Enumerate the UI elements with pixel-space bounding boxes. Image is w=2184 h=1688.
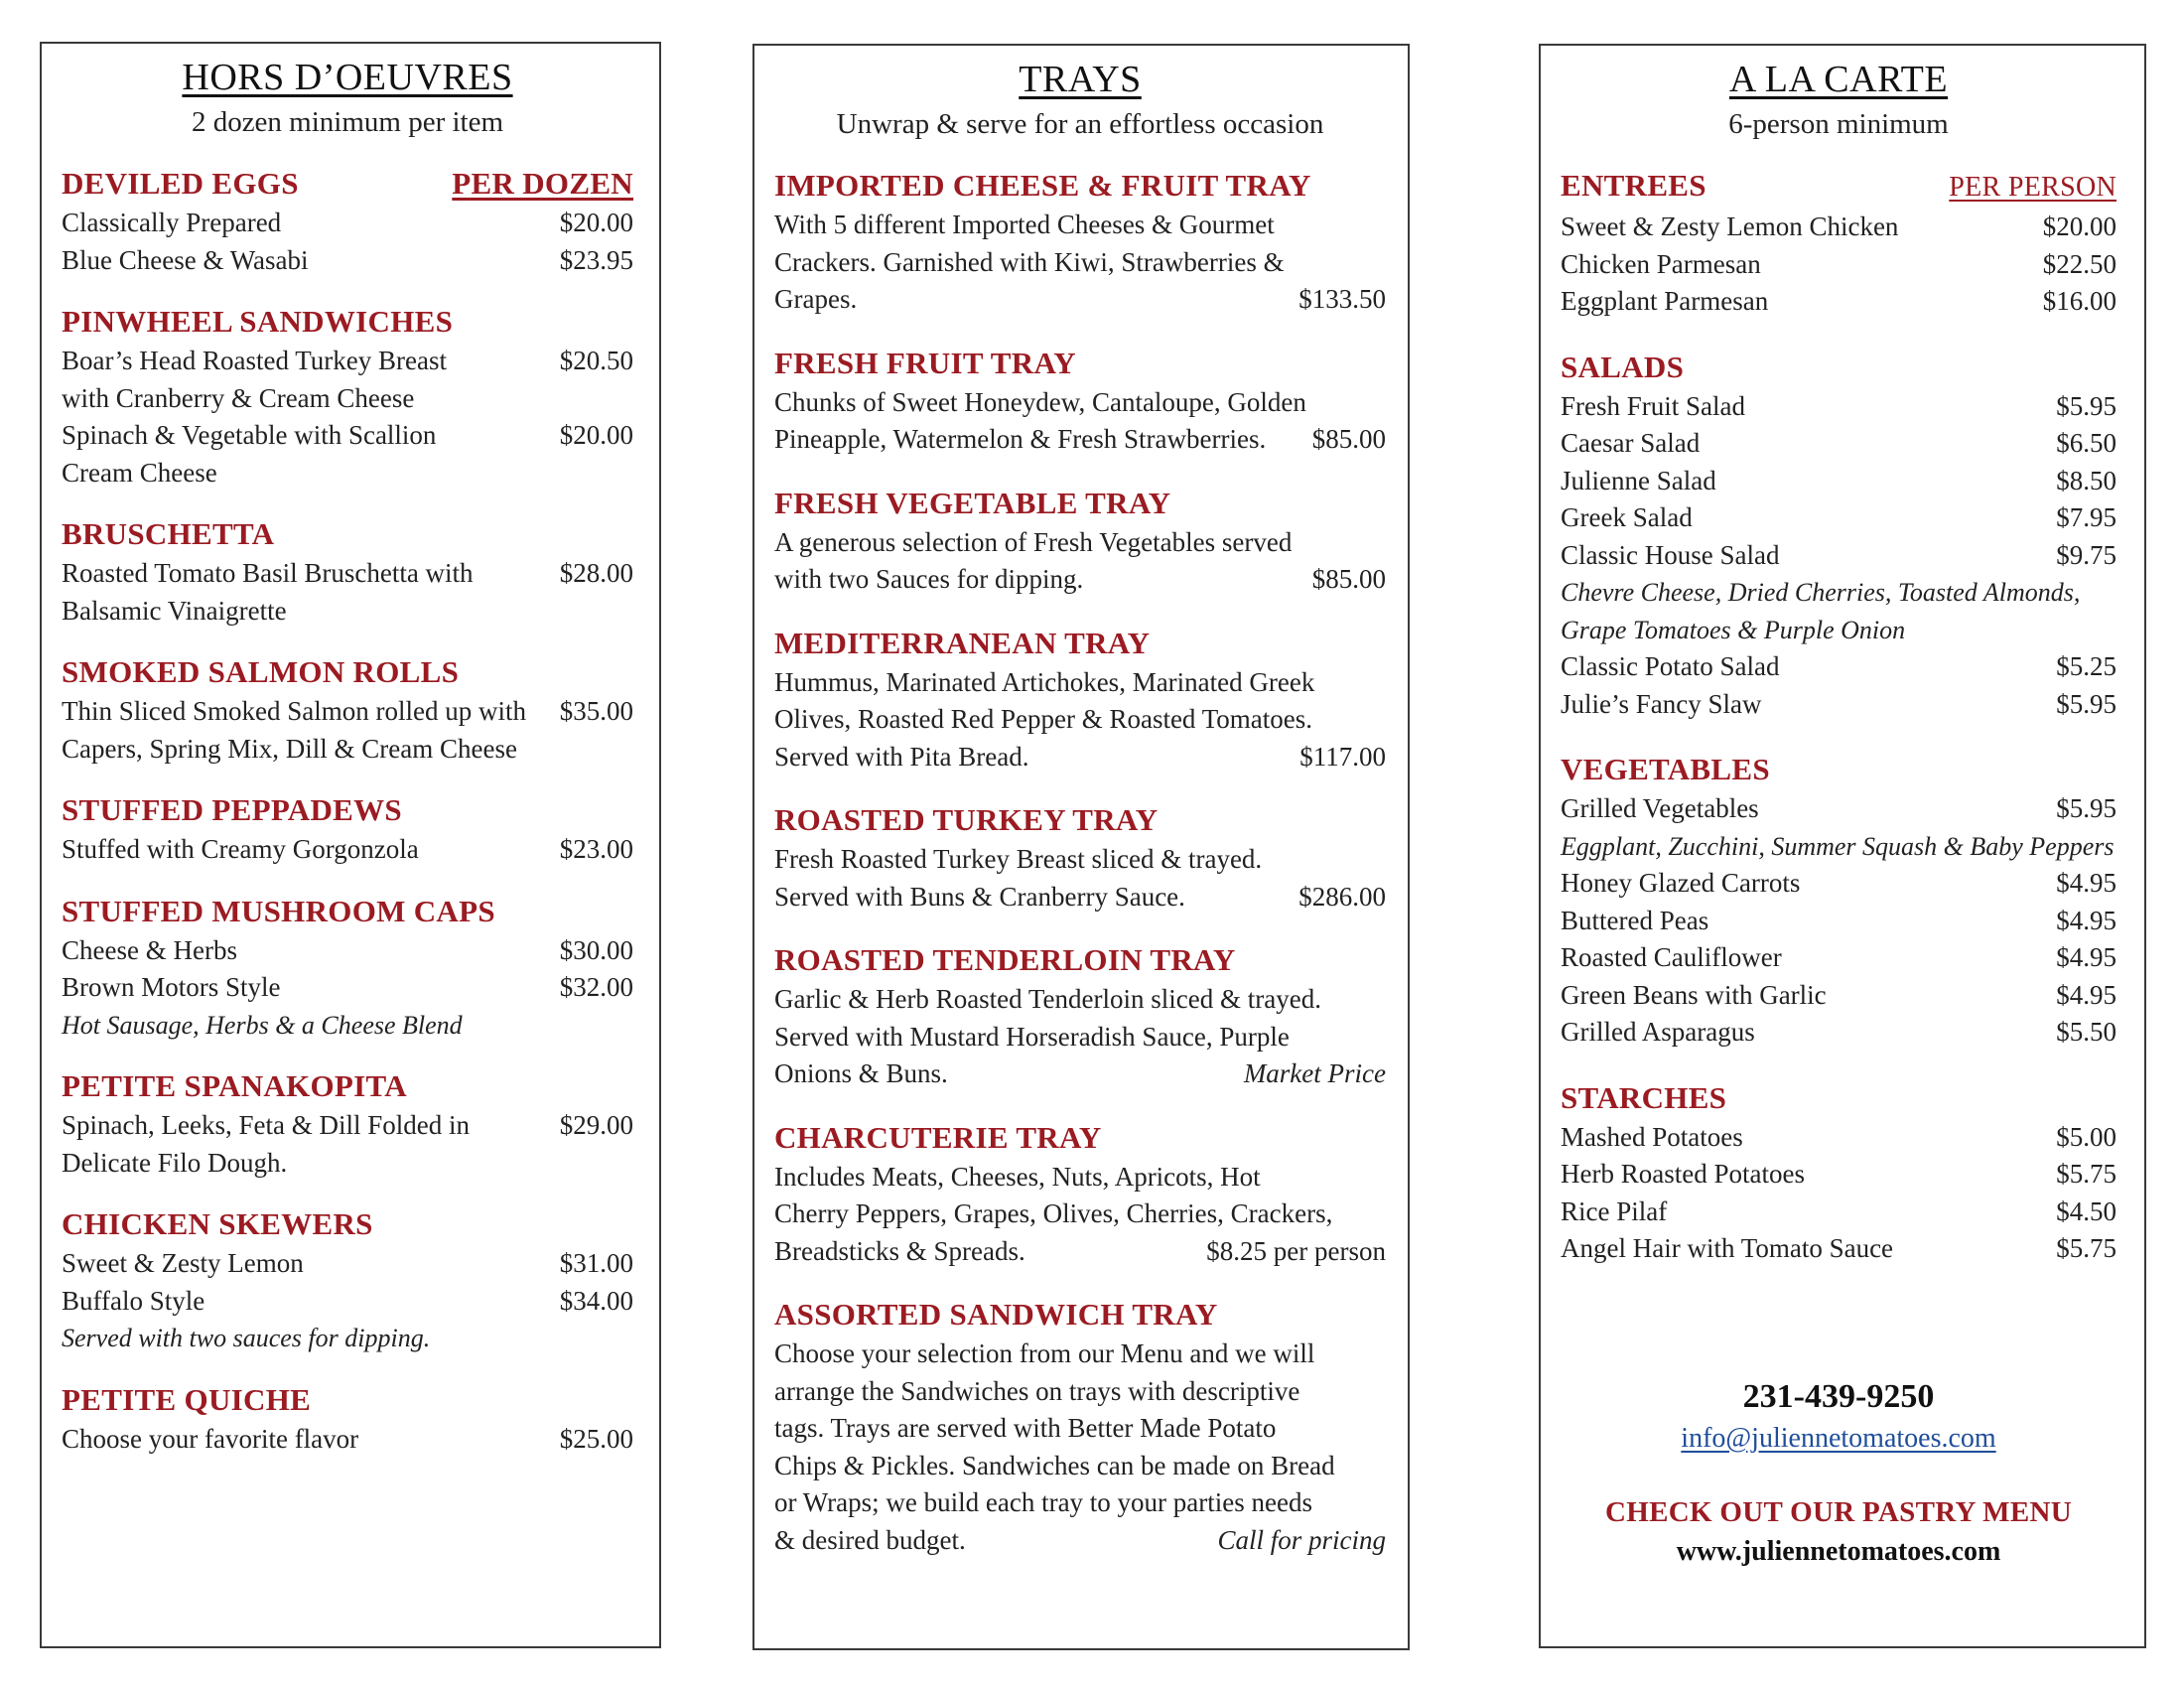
item-price: $31.00: [559, 1248, 633, 1278]
item-price: $5.75: [2056, 1159, 2116, 1189]
item-name: Cheese & Herbs: [62, 934, 237, 965]
tray-description-last: [774, 1055, 1386, 1093]
menu-item: [62, 1245, 633, 1283]
item-name: Angel Hair with Tomato Sauce: [1561, 1233, 1894, 1263]
menu-item: [62, 831, 633, 869]
item-price: $5.25: [2056, 651, 2116, 681]
menu-item: [62, 417, 633, 455]
item-name: Classic House Salad: [1561, 539, 1780, 570]
menu-item: [62, 242, 633, 280]
contact-block: [1561, 1375, 2116, 1572]
section-title: MEDITERRANEAN TRAY: [774, 625, 1151, 660]
item-name: Blue Cheese & Wasabi: [62, 244, 309, 275]
item-price: $4.95: [2056, 979, 2116, 1010]
tray-description-text: Breadsticks & Spreads.: [774, 1235, 1025, 1266]
menu-item: [1561, 463, 2116, 500]
hors-section: [62, 513, 633, 630]
tray-price: $85.00: [1311, 424, 1386, 454]
tray-price: $8.25 per person: [1206, 1235, 1386, 1266]
section-title: SMOKED SALMON ROLLS: [62, 654, 460, 689]
item-name: Caesar Salad: [1561, 428, 1701, 458]
tray-description-line: Chips & Pickles. Sandwiches can be made on Bread: [774, 1450, 1335, 1480]
tray-description-line: Served with Mustard Horseradish Sauce, Purple: [774, 1021, 1290, 1052]
item-name: Cream Cheese: [62, 457, 217, 488]
item-price: $7.95: [2056, 502, 2116, 532]
alacarte-title: A LA CARTE: [1728, 59, 1949, 100]
item-price: $28.00: [559, 558, 633, 588]
tray-description-last: [774, 1233, 1386, 1271]
item-name: Mashed Potatoes: [1561, 1121, 1743, 1152]
alacarte-column: [1539, 44, 2146, 1648]
item-note: Chevre Cheese, Dried Cherries, Toasted Almonds,: [1561, 578, 2081, 607]
item-name: Eggplant Parmesan: [1561, 286, 1769, 316]
section-heading: [1561, 165, 2116, 209]
section-heading: [774, 165, 1386, 207]
tray-description-line: Hummus, Marinated Artichokes, Marinated Greek: [774, 666, 1315, 697]
item-name: Herb Roasted Potatoes: [1561, 1159, 1805, 1189]
unit-label: PER DOZEN: [452, 166, 633, 201]
section-heading: [774, 1294, 1386, 1336]
item-price: $20.00: [559, 420, 633, 450]
menu-item: [1561, 1156, 2116, 1194]
hors-section: [62, 651, 633, 768]
alacarte-section: [1561, 165, 2116, 321]
item-price: $20.00: [2042, 211, 2116, 241]
section-title: CHARCUTERIE TRAY: [774, 1119, 1102, 1155]
tray-section: [774, 939, 1386, 1093]
item-price: $32.00: [559, 972, 633, 1002]
tray-description-line: Olives, Roasted Red Pepper & Roasted Tomatoes.: [774, 704, 1313, 734]
section-heading: [774, 1117, 1386, 1159]
tray-description-line: With 5 different Imported Cheeses & Gourmet: [774, 210, 1275, 239]
menu-item: [1561, 648, 2116, 686]
tray-description-line: arrange the Sandwiches on trays with descriptive: [774, 1375, 1300, 1406]
tray-description-line: Choose your selection from our Menu and we will: [774, 1338, 1315, 1368]
item-price: $5.50: [2056, 1017, 2116, 1047]
item-name: Sweet & Zesty Lemon: [62, 1248, 304, 1278]
menu-item: [62, 343, 633, 380]
menu-item: [1561, 1230, 2116, 1268]
item-name: Capers, Spring Mix, Dill & Cream Cheese: [62, 733, 517, 764]
section-heading: [774, 343, 1386, 384]
section-title: STUFFED MUSHROOM CAPS: [62, 893, 495, 928]
menu-item: [62, 380, 633, 418]
section-heading: [62, 513, 633, 555]
tray-sections: [774, 165, 1386, 1559]
section-heading: [774, 623, 1386, 664]
item-price: $5.00: [2056, 1121, 2116, 1152]
item-name: Spinach, Leeks, Feta & Dill Folded in: [62, 1110, 470, 1140]
menu-item: [62, 731, 633, 769]
section-title: CHICKEN SKEWERS: [62, 1206, 373, 1241]
tray-price: Call for pricing: [1217, 1524, 1386, 1555]
section-heading: [1561, 347, 2116, 388]
email-link[interactable]: info@juliennetomatoes.com: [1681, 1422, 1996, 1454]
item-name: Delicate Filo Dough.: [62, 1147, 288, 1178]
tray-price: $133.50: [1298, 284, 1386, 314]
item-price: $35.00: [559, 696, 633, 726]
tray-description-line: tags. Trays are served with Better Made Potato: [774, 1413, 1277, 1443]
menu-item: [1561, 790, 2116, 828]
item-name: Sweet & Zesty Lemon Chicken: [1561, 211, 1899, 241]
item-name: Boar’s Head Roasted Turkey Breast: [62, 346, 447, 375]
menu-item: [1561, 865, 2116, 903]
item-name: Choose your favorite flavor: [62, 1423, 359, 1454]
menu-item: [1561, 1119, 2116, 1157]
hors-subtitle: 2 dozen minimum per item: [191, 106, 504, 138]
item-name: Thin Sliced Smoked Salmon rolled up with: [62, 696, 526, 726]
item-name: Brown Motors Style: [62, 972, 281, 1002]
item-name: Spinach & Vegetable with Scallion: [62, 420, 437, 450]
section-title: ROASTED TURKEY TRAY: [774, 802, 1159, 837]
item-name: Green Beans with Garlic: [1561, 979, 1827, 1010]
menu-item: [62, 205, 633, 242]
tray-description-text: & desired budget.: [774, 1524, 966, 1555]
menu-item: [1561, 903, 2116, 940]
item-name: Stuffed with Creamy Gorgonzola: [62, 834, 419, 864]
menu-item: [62, 1107, 633, 1145]
trays-column: [752, 44, 1410, 1650]
tray-description-text: Onions & Buns.: [774, 1058, 948, 1088]
section-heading: [62, 301, 633, 343]
hors-section: [62, 163, 633, 279]
item-price: $4.95: [2056, 905, 2116, 935]
tray-section: [774, 483, 1386, 599]
item-name: with Cranberry & Cream Cheese: [62, 382, 415, 413]
menu-item: [1561, 388, 2116, 426]
menu-item: [1561, 1194, 2116, 1231]
item-price: $34.00: [559, 1285, 633, 1316]
section-heading: [1561, 1077, 2116, 1119]
item-name: Fresh Fruit Salad: [1561, 390, 1745, 421]
item-price: $20.50: [559, 346, 633, 375]
tray-section: [774, 799, 1386, 915]
item-note: Eggplant, Zucchini, Summer Squash & Baby Peppers: [1561, 831, 2115, 861]
section-title: PETITE SPANAKOPITA: [62, 1068, 407, 1103]
section-title: IMPORTED CHEESE & FRUIT TRAY: [774, 168, 1311, 203]
section-heading: [62, 1065, 633, 1107]
item-name: Julienne Salad: [1561, 465, 1716, 495]
section-title: SALADS: [1561, 349, 1685, 384]
tray-description-text: Pineapple, Watermelon & Fresh Strawberries.: [774, 424, 1267, 454]
tray-description-text: with two Sauces for dipping.: [774, 564, 1084, 594]
tray-price: $85.00: [1311, 564, 1386, 594]
item-name: Buffalo Style: [62, 1285, 205, 1316]
tray-section: [774, 1117, 1386, 1271]
tray-description-line: Crackers. Garnished with Kiwi, Strawberries &: [774, 246, 1285, 277]
tray-description-line: A generous selection of Fresh Vegetables served: [774, 526, 1293, 557]
section-title: ENTREES: [1561, 168, 1706, 203]
item-price: $6.50: [2056, 428, 2116, 458]
item-price: $22.50: [2042, 248, 2116, 279]
section-heading: [774, 483, 1386, 524]
tray-description-last: [774, 421, 1386, 459]
tray-description-line: Includes Meats, Cheeses, Nuts, Apricots, Hot: [774, 1161, 1261, 1192]
pastry-menu-callout: CHECK OUT OUR PASTRY MENU: [1605, 1495, 2072, 1528]
menu-item: [1561, 977, 2116, 1015]
tray-description-last: [774, 561, 1386, 599]
section-heading: [62, 163, 633, 205]
section-title: ROASTED TENDERLOIN TRAY: [774, 942, 1236, 977]
item-name: Rice Pilaf: [1561, 1196, 1668, 1226]
section-title: BRUSCHETTA: [62, 516, 275, 551]
menu-item: [62, 1145, 633, 1183]
section-heading: [62, 1379, 633, 1421]
item-note: Hot Sausage, Herbs & a Cheese Blend: [62, 1010, 463, 1040]
section-heading: [1561, 749, 2116, 790]
item-price: $8.50: [2056, 465, 2116, 495]
section-title: FRESH FRUIT TRAY: [774, 345, 1076, 380]
menu-item: [1561, 1014, 2116, 1052]
hors-title: HORS D’OEUVRES: [182, 57, 513, 98]
tray-section: [774, 165, 1386, 319]
section-title: PETITE QUICHE: [62, 1381, 312, 1417]
section-title: STARCHES: [1561, 1079, 1727, 1115]
tray-description-line: Garlic & Herb Roasted Tenderloin sliced & trayed.: [774, 984, 1321, 1014]
item-name: Roasted Tomato Basil Bruschetta with: [62, 558, 474, 588]
item-name: Classically Prepared: [62, 208, 282, 237]
hors-doeuvres-column: [40, 42, 661, 1648]
item-name: Buttered Peas: [1561, 905, 1709, 935]
tray-section: [774, 1294, 1386, 1559]
item-price: $16.00: [2042, 286, 2116, 316]
tray-price: Market Price: [1243, 1058, 1386, 1088]
item-price: $29.00: [559, 1110, 633, 1140]
tray-description-line: or Wraps; we build each tray to your parties needs: [774, 1487, 1312, 1517]
item-price: $5.75: [2056, 1233, 2116, 1263]
item-name: Greek Salad: [1561, 502, 1693, 532]
item-price: $23.95: [559, 244, 633, 275]
phone-number[interactable]: 231-439-9250: [1742, 1377, 1935, 1415]
item-price: $9.75: [2056, 539, 2116, 570]
tray-description-text: Grapes.: [774, 284, 858, 314]
section-title: PINWHEEL SANDWICHES: [62, 304, 454, 339]
menu-item: [62, 1421, 633, 1459]
menu-item: [1561, 425, 2116, 463]
section-title: ASSORTED SANDWICH TRAY: [774, 1297, 1218, 1332]
alacarte-section: [1561, 1077, 2116, 1268]
item-price: $25.00: [559, 1423, 633, 1454]
hors-section: [62, 1203, 633, 1357]
menu-item: [62, 593, 633, 631]
item-price: $4.95: [2056, 942, 2116, 972]
hors-section: [62, 1065, 633, 1182]
section-title: STUFFED PEPPADEWS: [62, 792, 402, 827]
section-heading: [774, 939, 1386, 981]
item-name: Honey Glazed Carrots: [1561, 868, 1801, 898]
tray-description-line: Cherry Peppers, Grapes, Olives, Cherries, Crackers,: [774, 1198, 1333, 1228]
unit-label: PER PERSON: [1949, 172, 2116, 203]
menu-item: [62, 932, 633, 970]
menu-item: [62, 455, 633, 492]
item-note: Served with two sauces for dipping.: [62, 1324, 431, 1352]
tray-description-text: Served with Buns & Cranberry Sauce.: [774, 881, 1185, 912]
section-title: DEVILED EGGS: [62, 166, 299, 201]
menu-item: [1561, 499, 2116, 537]
item-name: Julie’s Fancy Slaw: [1561, 688, 1762, 719]
menu-item: [62, 555, 633, 593]
tray-description-last: [774, 1522, 1386, 1560]
tray-price: $117.00: [1299, 741, 1386, 772]
alacarte-sections: [1561, 165, 2116, 1268]
hors-sections: [62, 163, 633, 1458]
menu-item: [1561, 537, 2116, 575]
hors-section: [62, 789, 633, 869]
item-note: Grape Tomatoes & Purple Onion: [1561, 615, 1906, 644]
section-heading: [774, 799, 1386, 841]
menu-item: [1561, 686, 2116, 724]
hors-section: [62, 891, 633, 1045]
section-title: VEGETABLES: [1561, 752, 1770, 786]
alacarte-subtitle: 6-person minimum: [1728, 108, 1949, 140]
tray-section: [774, 343, 1386, 459]
menu-item: [1561, 283, 2116, 321]
item-name: Grilled Vegetables: [1561, 793, 1759, 823]
item-price: $30.00: [559, 934, 633, 965]
section-heading: [62, 651, 633, 693]
item-price: $20.00: [559, 208, 633, 237]
section-title: FRESH VEGETABLE TRAY: [774, 485, 1171, 520]
alacarte-section: [1561, 347, 2116, 724]
item-price: $5.95: [2056, 793, 2116, 823]
menu-item: [62, 693, 633, 731]
menu-item: [1561, 246, 2116, 284]
trays-subtitle: Unwrap & serve for an effortless occasion: [836, 108, 1324, 140]
menu-item: [1561, 939, 2116, 977]
website-link[interactable]: www.juliennetomatoes.com: [1676, 1535, 2001, 1567]
section-heading: [62, 789, 633, 831]
item-name: Chicken Parmesan: [1561, 248, 1761, 279]
item-price: $4.95: [2056, 868, 2116, 898]
item-price: $5.95: [2056, 688, 2116, 719]
tray-description-last: [774, 879, 1386, 916]
section-heading: [62, 891, 633, 932]
menu-item: [62, 1283, 633, 1321]
item-price: $5.95: [2056, 390, 2116, 421]
tray-description-text: Served with Pita Bread.: [774, 741, 1029, 772]
trays-title: TRAYS: [1019, 59, 1142, 100]
tray-section: [774, 623, 1386, 776]
item-name: Roasted Cauliflower: [1561, 942, 1782, 972]
tray-price: $286.00: [1298, 881, 1386, 912]
hors-section: [62, 301, 633, 492]
item-price: $4.50: [2056, 1196, 2116, 1226]
tray-description-last: [774, 739, 1386, 776]
tray-description-last: [774, 281, 1386, 319]
item-name: Balsamic Vinaigrette: [62, 595, 287, 626]
item-name: Classic Potato Salad: [1561, 651, 1780, 681]
item-name: Grilled Asparagus: [1561, 1017, 1755, 1047]
item-price: $23.00: [559, 834, 633, 864]
tray-description-line: Fresh Roasted Turkey Breast sliced & trayed.: [774, 844, 1263, 874]
menu-item: [1561, 209, 2116, 246]
alacarte-section: [1561, 749, 2116, 1052]
tray-description-line: Chunks of Sweet Honeydew, Cantaloupe, Golden: [774, 386, 1306, 417]
section-heading: [62, 1203, 633, 1245]
menu-item: [62, 969, 633, 1007]
hors-section: [62, 1379, 633, 1459]
